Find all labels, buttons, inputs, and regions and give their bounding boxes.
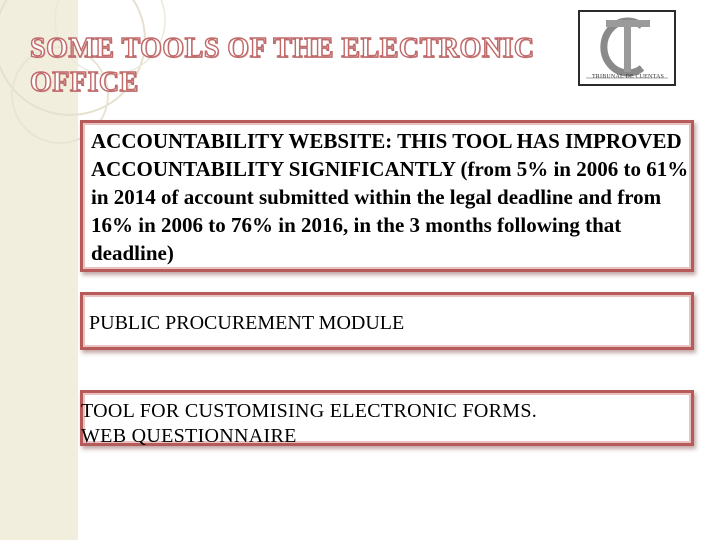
tribunal-logo bbox=[578, 10, 676, 86]
electronic-forms-text bbox=[81, 399, 691, 449]
public-procurement-box bbox=[80, 292, 694, 350]
electronic-forms-box bbox=[80, 390, 694, 446]
public-procurement-text: PUBLIC PROCUREMENT MODULE bbox=[89, 312, 405, 334]
accountability-website-text: ACCOUNTABILITY WEBSITE: THIS TOOL HAS IMPROVED ACCOUNTABILITY SIGNIFICANTLY (from 5% in 2006 to 61% in 2014 of account submitted within the legal deadline and from 16% in 2006 to 76% in 2016, in the 3 months following that deadline) bbox=[91, 129, 689, 265]
electronic-forms-line2: WEB QUESTIONNAIRE bbox=[81, 425, 297, 447]
electronic-forms-line1: TOOL FOR CUSTOMISING ELECTRONIC FORMS. bbox=[81, 400, 538, 422]
accountability-website-box bbox=[80, 120, 694, 272]
slide-title: SOME TOOLS OF THE ELECTRONIC OFFICE bbox=[30, 33, 535, 98]
logo-caption: TRIBUNAL DE CUENTAS bbox=[591, 74, 665, 80]
